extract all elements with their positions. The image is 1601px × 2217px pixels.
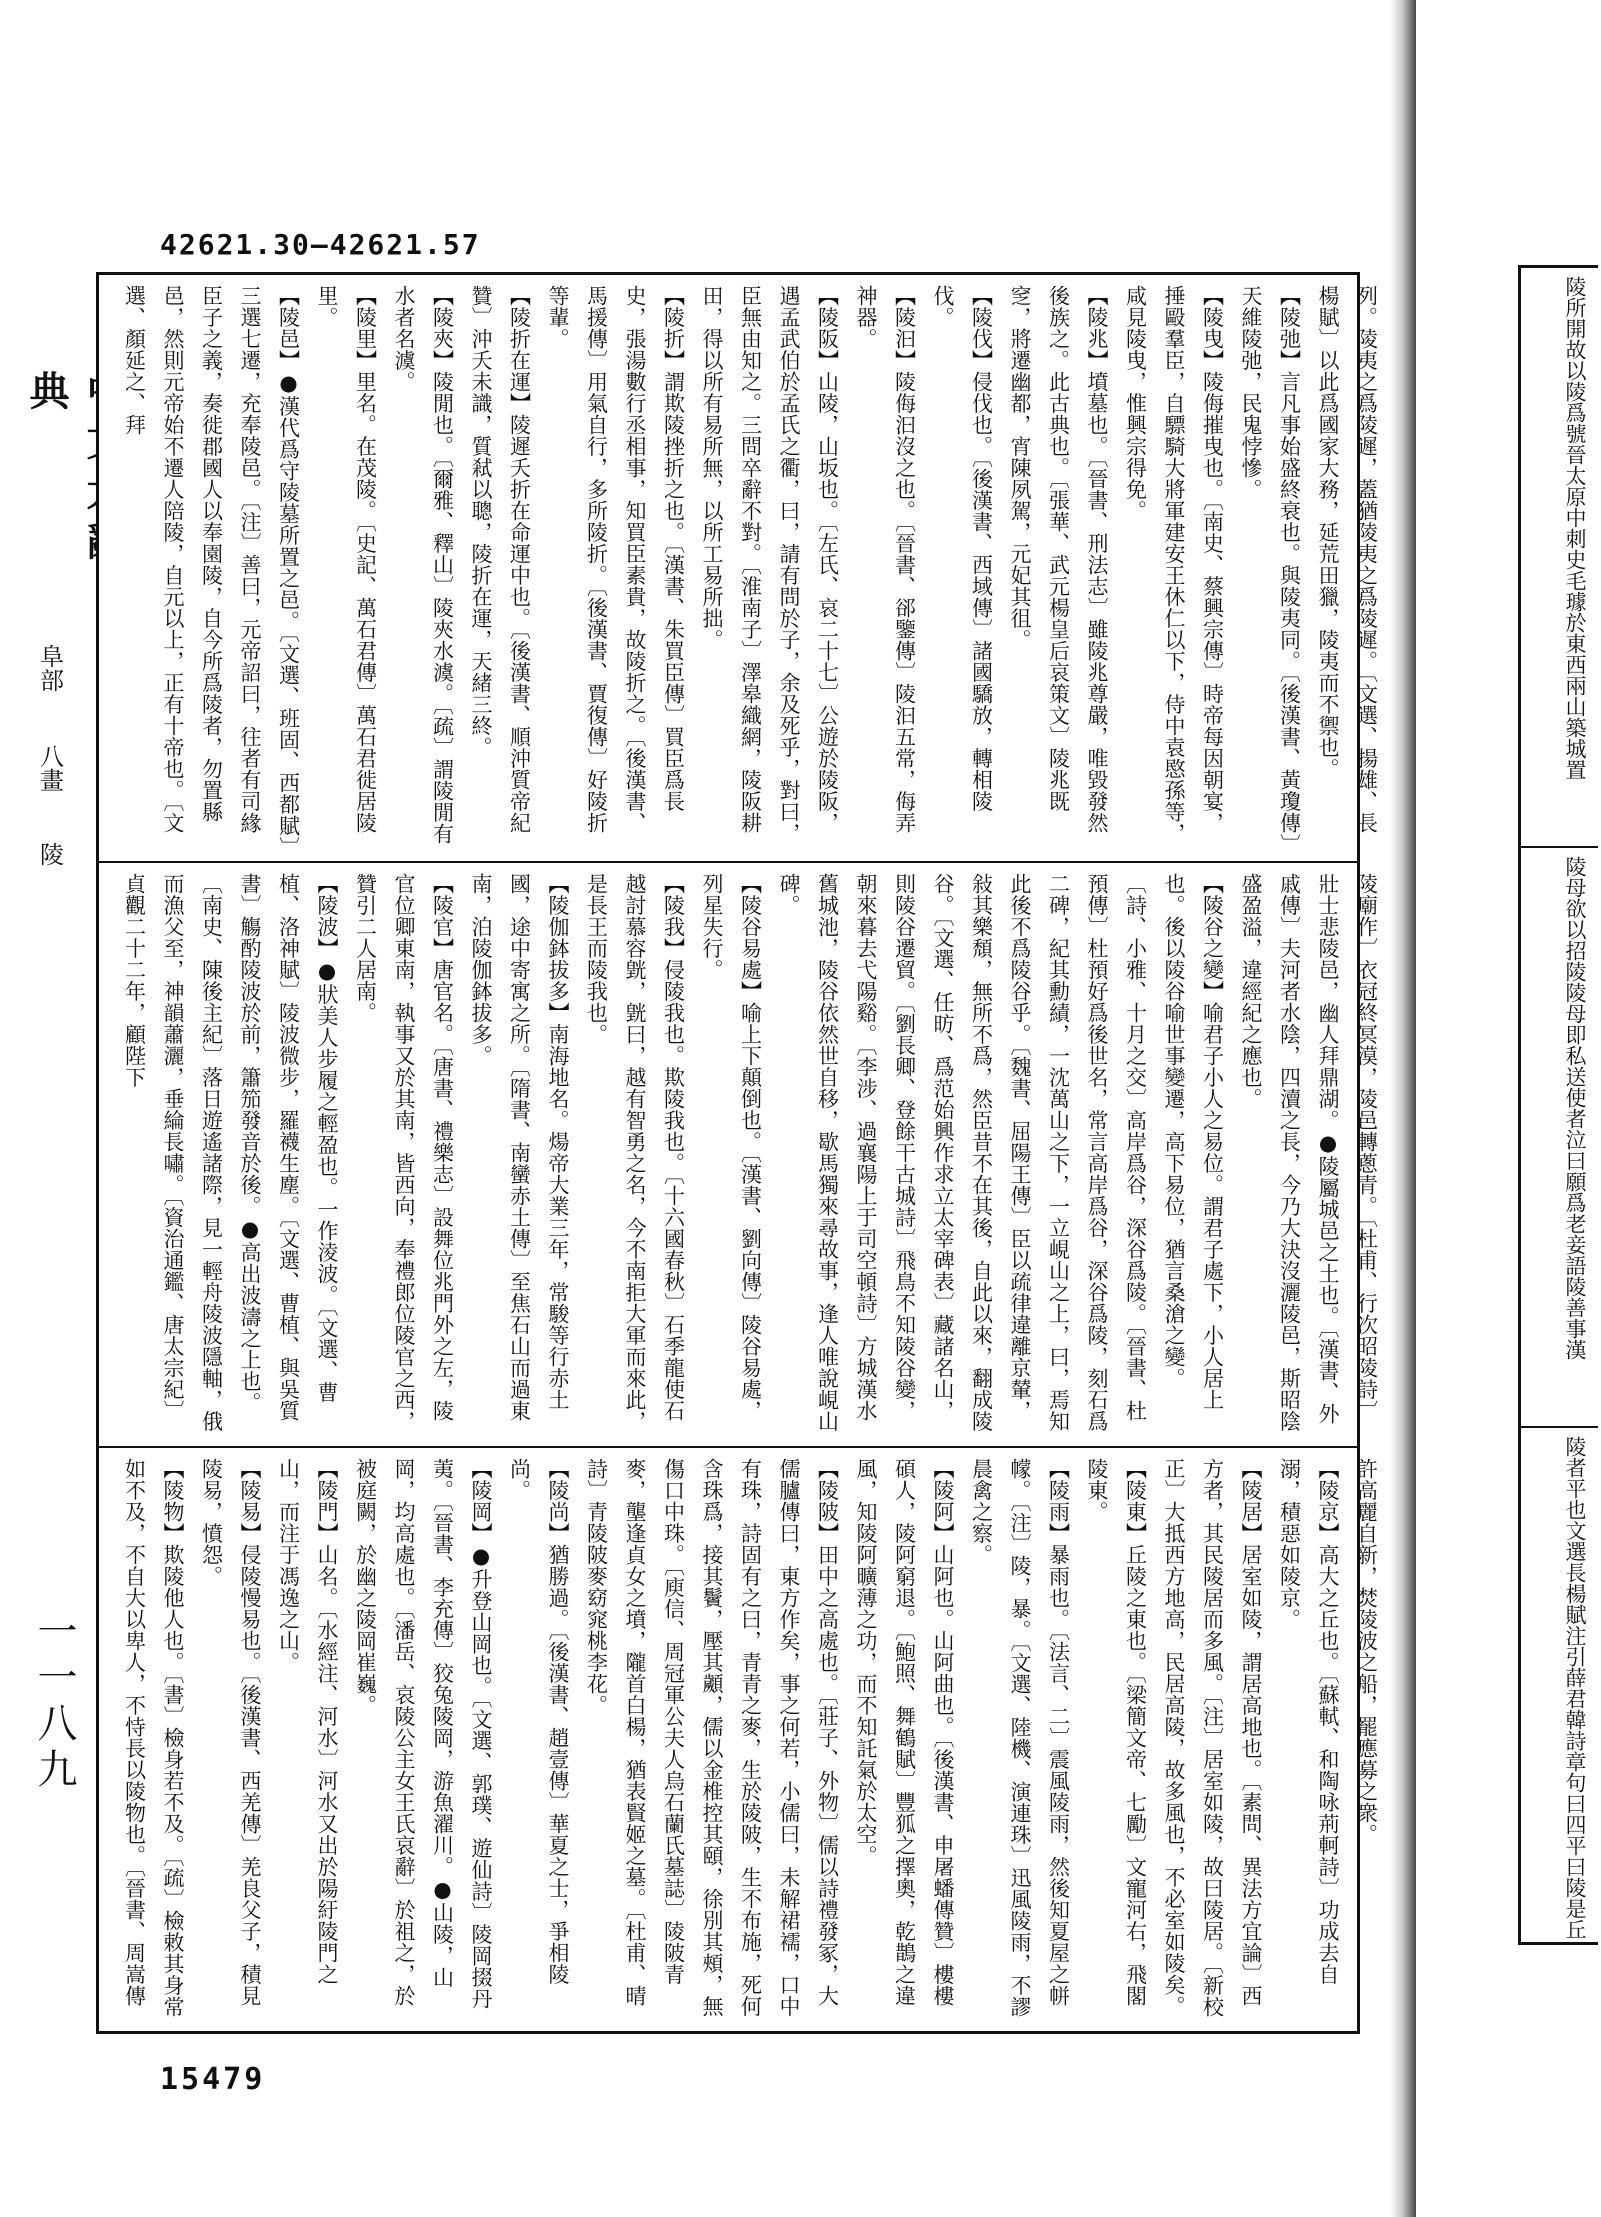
facing-band-top (1521, 268, 1598, 848)
page-number-chinese: 一一八九 (31, 1610, 77, 1794)
stroke-count-label: 八畫 (35, 744, 64, 792)
facing-page-frame (1518, 265, 1598, 1945)
main-text-frame (96, 272, 1379, 2034)
band-text-bottom: 許高麗自新，焚陵波之船，罷應募之衆。 【陵京】高大之丘也。〔蘇軾、和陶咏荊軻詩〕功成去自溺，積惡如陵京。 【陵居】居室如陵，謂居高地也。〔素問、異法方宜論〕西方者，其民陵居而多風。〔注〕居室如陵，故曰陵居。〔新校正〕大抵西方地高，民居高陵，故多風也，不必室如陵矣。 【陵東】丘陵之東也。〔梁簡文帝、七勵〕文寵河右，飛閣陵東。 【陵雨】暴雨也。〔法言、二〕震風陵雨，然後知夏屋之帡幪。〔注〕陵，暴。〔文選、陸機、演連珠〕迅風陵雨，不謬晨禽之察。 【陵阿】山阿也。山阿曲也。〔後漢書、申屠蟠傳贊〕樓樓碩人，陵阿窮退。〔鮑照、舞鶴賦〕豐狐之擇奧，乾鵲之違風，知陵阿曠薄之功，而不知託氣於太空。 【陵陂】田中之高處也。〔莊子、外物〕儒以詩禮發冢，大儒臚傳曰，東方作矣，事之何若，小儒曰，未解裙襦，口中有珠，詩固有之曰，青青之麥，生於陵陂，生不布施，死何含珠爲，接其鬢，壓其顪，儒以金椎控其頤，徐別其頰，無傷口中珠。〔庾信、周冠軍公夫人烏石蘭氏墓誌〕陵陂青麥，壟逢貞女之墳，隴首白楊，猶表賢姬之墓。〔杜甫、晴詩〕青陵陂麥窈窕桃李花。 【陵尚】猶勝過。〔後漢書、趙壹傳〕華夏之士，爭相陵尚。 【陵岡】●升登山岡也。〔文選、郭璞、遊仙詩〕陵岡掇丹荑。〔晉書、李充傳〕狡兔陵岡，游魚濯川。●山陵，山岡，均高處也。〔潘岳、哀陵公主女王氏哀辭〕於祖之，於被庭闕，於幽之陵岡崔巍。 【陵門】山名。〔水經注、河水〕河水又出於陽紆陵門之山，而注于馮逸之山。 【陵易】侵陵慢易也。〔後漢書、西羌傳〕羌良父子，積見陵易，憤怨。 【陵物】欺陵他人也。〔書〕檢身若不及。〔疏〕檢敕其身常如不及，不自大以卑人，不恃長以陵物也。〔晉書、周嵩傳 (122, 1458, 1379, 2018)
text-band-middle (99, 863, 1379, 1448)
facing-text-top: 陵所開故以陵爲號晉太原中刺史毛璩於東西兩山築城置 (1563, 276, 1587, 780)
radical-label: 阜部 (35, 644, 64, 692)
dictionary-title: 典 (23, 370, 70, 420)
band-text-top: 列。陵夷之爲陵遲，蓋猶陵夷之爲陵遲。〔文選、揚雄、長楊賦〕以此爲國家大務，延荒田獵，陵夷而不禦也。 【陵弛】言凡事始盛終衰也。與陵夷同。〔後漢書、黃瓊傳〕天維陵弛，民鬼悖慘。 【陵曳】陵侮摧曳也。〔南史、蔡興宗傳〕時帝每因朝宴，捶毆羣臣，自驃騎大將軍建安王休仁以下，侍中袁愍孫等，咸見陵曳，惟興宗得免。 【陵兆】墳墓也。〔晉書、刑法志〕雖陵兆尊嚴，唯毀發然後族之。此古典也。〔張華、武元楊皇后哀策文〕陵兆既窆，將遷幽都，宵陳夙駕，元妃其徂。 【陵伐】侵伐也。〔後漢書、西域傳〕諸國驕放，轉相陵伐。 【陵汩】陵侮汩沒之也。〔晉書、郤鑒傳〕陵汩五常，侮弄神器。 【陵阪】山陵，山坂也。〔左氏、哀二十七〕公遊於陵阪，遇孟武伯於孟氏之衢，曰，請有問於子，余及死乎，對曰，臣無由知之。三問卒辭不對。〔淮南子〕澤皋織網，陵阪耕田，得以所有易所無，以所工易所拙。 【陵折】謂欺陵挫折之也。〔漢書、朱買臣傳〕買臣爲長史，張湯數行丞相事，知買臣素貴，故陵折之。〔後漢書、馬援傳〕用氣自行，多所陵折。〔後漢書、賈復傳〕好陵折等輩。 【陵折在運】陵遲夭折在命運中也。〔後漢書、順沖質帝紀贊〕沖夭未識，質弒以聰，陵折在運，天緒三終。 【陵夾】陵閒也。〔爾雅、釋山〕陵夾水澞。〔疏〕謂陵閒有水者名澞。 【陵里】里名。在茂陵。〔史記、萬石君傳〕萬石君徙居陵里。 【陵邑】●漢代爲守陵墓所置之邑。〔文選、班固、西都賦〕三選七遷，充奉陵邑。〔注〕善曰，元帝詔曰，往者有司緣臣子之義，奏徙郡國人以奉園陵，自今所爲陵者，勿置縣邑，然則元帝始不遷人陪陵，自元以上，正有十帝也。〔文選、顏延之、拜 (122, 285, 1379, 848)
text-band-bottom (99, 1448, 1379, 2031)
spine-label (18, 370, 82, 882)
facing-band-middle (1521, 848, 1598, 1428)
footer-page-number: 15479 (160, 2062, 266, 2097)
headword-character: 陵 (35, 842, 64, 866)
page-header-range: 42621.30—42621.57 (160, 228, 481, 261)
facing-text-middle: 陵母欲以招陵陵母即私送使者泣曰願爲老妾語陵善事漢 (1563, 856, 1587, 1360)
facing-band-bottom (1521, 1428, 1598, 1948)
band-text-middle: 陵廟作〕衣冠終冥漠，陵邑轉蔥青。〔杜甫、行次昭陵詩〕壯士悲陵邑，幽人拜鼎湖。●陵屬城邑之土也。〔漢書、外戚傳〕夫河者水陰，四瀆之長，今乃大決沒灑陵邑，斯昭陰盛盈溢，違經紀之應也。 【陵谷之變】喻君子小人之易位。謂君子處下，小人居上也。後以陵谷喻世事變遷，高下易位，猶言桑滄之變。〔詩、小雅、十月之交〕高岸爲谷，深谷爲陵。〔晉書、杜預傳〕杜預好爲後世名，常言高岸爲谷，深谷爲陵，刻石爲二碑，紀其勳績，一沈萬山之下，一立峴山之上，曰，焉知此後不爲陵谷乎。〔魏書、屈陽王傳〕臣以疏律違離京輦，敍其樂頹，無所不爲，然臣昔不在其後，自此以來，翻成陵谷。〔文選、任昉、爲范始興作求立太宰碑表〕藏諸名山，則陵谷遷貿。〔劉長卿、登餘干古城詩〕飛鳥不知陵谷變，朝來暮去弋陽谿。〔李涉、過襄陽上于司空頓詩〕方城漢水舊城池，陵谷依然世自移，歇馬獨來尋故事，逢人唯說峴山碑。 【陵谷易處】喻上下顛倒也。〔漢書、劉向傳〕陵谷易處，列星失行。 【陵我】侵陵我也。欺陵我也。〔十六國春秋〕石季龍使石越討慕容皝，皝曰，越有智勇之名，今不南拒大軍而來此，是長王而陵我也。 【陵伽鉢拔多】南海地名。煬帝大業三年，常駿等行赤土國，途中寄寓之所。〔隋書、南蠻赤土傳〕至焦石山而過東南，泊陵伽鉢拔多。 【陵官】唐官名。〔唐書、禮樂志〕設舞位兆門外之左，陵官位卿東南，執事又於其南，皆西向，奉禮郎位陵官之西，贊引二人居南。 【陵波】●狀美人步履之輕盈也。一作淩波。〔文選、曹植、洛神賦〕陵波微步，羅襪生塵。〔文選、曹植、與吳質書〕觴酌陵波於前，簫笳發音於後。●高出波濤之上也。〔南史、陳後主紀〕落日遊遙諸際，見一輕舟陵波隱軸，俄而漁父至，神韻蕭灑，垂綸長嘯。〔資治通鑑、唐太宗紀〕貞觀二十二年，顧陛下 (122, 873, 1379, 1432)
text-band-top (99, 275, 1379, 863)
facing-text-bottom: 陵者平也文選長楊賦注引薛君韓詩章句曰四平曰陵是丘 (1563, 1436, 1587, 1940)
